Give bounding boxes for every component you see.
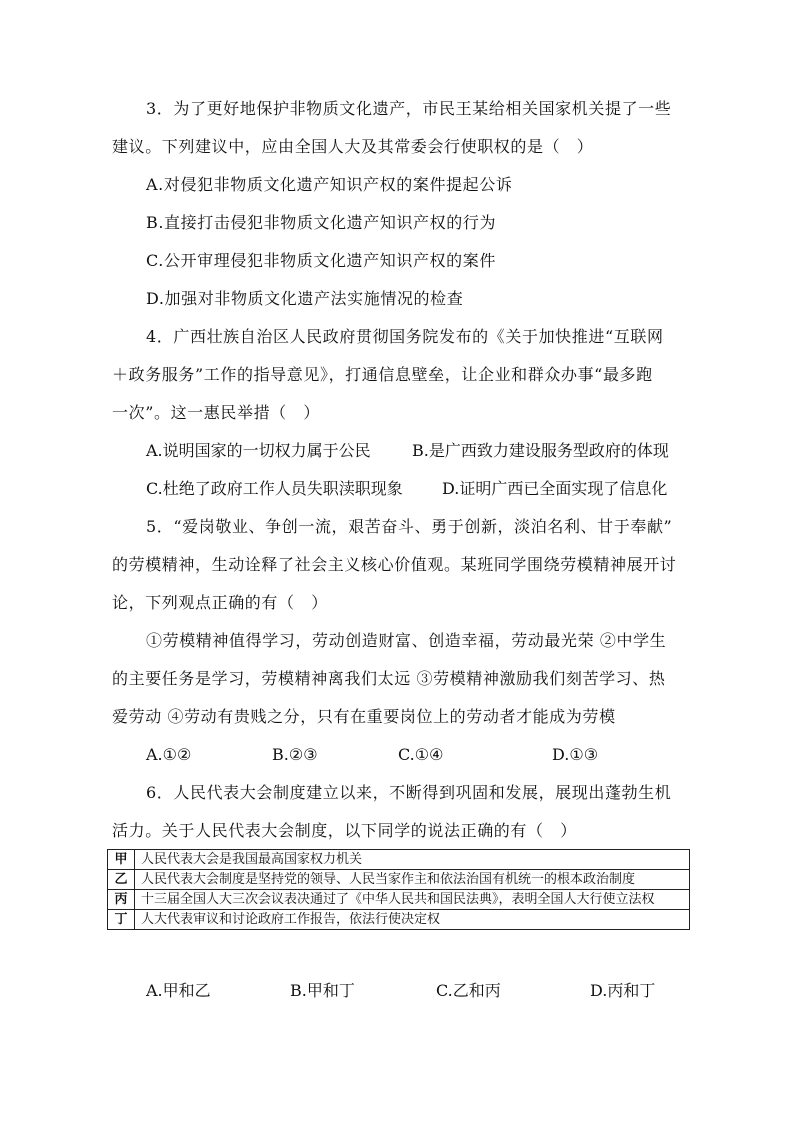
q5-option-b: B.②③ (272, 745, 318, 764)
row-statement: 人民代表大会是我国最高国家权力机关 (135, 850, 690, 870)
row-key: 丁 (108, 910, 135, 930)
q3-option-d: D.加强对非物质文化遗产法实施情况的检查 (146, 289, 464, 308)
table-row (108, 890, 690, 910)
q4-option-b: B.是广西致力建设服务型政府的体现 (412, 441, 669, 460)
q4-stem-line-2: ＋政务服务”工作的指导意见》，打通信息壁垒，让企业和群众办事“最多跑 (112, 365, 653, 384)
q4-stem-line-3: 一次”。这一惠民举措（ ） (112, 403, 320, 422)
q3-option-c: C.公开审理侵犯非物质文化遗产知识产权的案件 (146, 251, 496, 270)
q5-stem-line-1: 5．“爱岗敬业、争创一流，艰苦奋斗、勇于创新，淡泊名利、甘于奉献” (146, 517, 673, 536)
q3-stem-line-1: 3．为了更好地保护非物质文化遗产，市民王某给相关国家机关提了一些 (146, 99, 672, 118)
q4-option-a: A.说明国家的一切权力属于公民 (146, 441, 371, 460)
q5-option-c: C.①④ (398, 745, 444, 764)
q6-option-a: A.甲和乙 (146, 981, 211, 1000)
q4-option-d: D.证明广西已全面实现了信息化 (442, 479, 668, 498)
table-row (108, 870, 690, 890)
q5-statement-line-3: 爱劳动 ④劳动有贵贱之分，只有在重要岗位上的劳动者才能成为劳模 (112, 707, 616, 726)
q6-option-b: B.甲和丁 (290, 981, 355, 1000)
q5-option-d: D.①③ (552, 745, 599, 764)
q5-statement-line-2: 的主要任务是学习，劳模精神离我们太远 ③劳模精神激励我们刻苦学习、热 (112, 669, 666, 688)
q5-stem-line-2: 的劳模精神，生动诠释了社会主义核心价值观。某班同学围绕劳模精神展开讨 (112, 555, 677, 574)
q3-stem-line-2: 建议。下列建议中，应由全国人大及其常委会行使职权的是（ ） (112, 137, 594, 156)
row-key: 乙 (108, 870, 135, 890)
row-key: 甲 (108, 850, 135, 870)
q4-stem-line-1: 4．广西壮族自治区人民政府贯彻国务院发布的《关于加快推进“互联网 (146, 327, 664, 346)
q6-stem-line-1: 6．人民代表大会制度建立以来，不断得到巩固和发展，展现出蓬勃生机 (146, 783, 672, 802)
q5-option-a: A.①② (146, 745, 192, 764)
q6-option-c: C.乙和丙 (436, 981, 501, 1000)
row-statement: 人大代表审议和讨论政府工作报告，依法行使决定权 (135, 910, 690, 930)
q6-option-d: D.丙和丁 (590, 981, 656, 1000)
row-key: 丙 (108, 890, 135, 910)
q5-stem-line-3: 论，下列观点正确的有（ ） (112, 593, 328, 612)
row-statement: 人民代表大会制度是坚持党的领导、人民当家作主和依法治国有机统一的根本政治制度 (135, 870, 690, 890)
q4-option-c: C.杜绝了政府工作人员失职渎职现象 (146, 479, 403, 498)
table-row (108, 850, 690, 870)
row-statement: 十三届全国人大三次会议表决通过了《中华人民共和国民法典》，表明全国人大行使立法权 (135, 890, 690, 910)
q6-statements-table (107, 849, 690, 930)
table-row (108, 910, 690, 930)
q3-option-a: A.对侵犯非物质文化遗产知识产权的案件提起公诉 (146, 175, 513, 194)
q5-statement-line-1: ①劳模精神值得学习，劳动创造财富、创造幸福，劳动最光荣 ②中学生 (146, 631, 667, 650)
q3-option-b: B.直接打击侵犯非物质文化遗产知识产权的行为 (146, 213, 497, 232)
q6-stem-line-2: 活力。关于人民代表大会制度，以下同学的说法正确的有（ ） (112, 821, 577, 840)
